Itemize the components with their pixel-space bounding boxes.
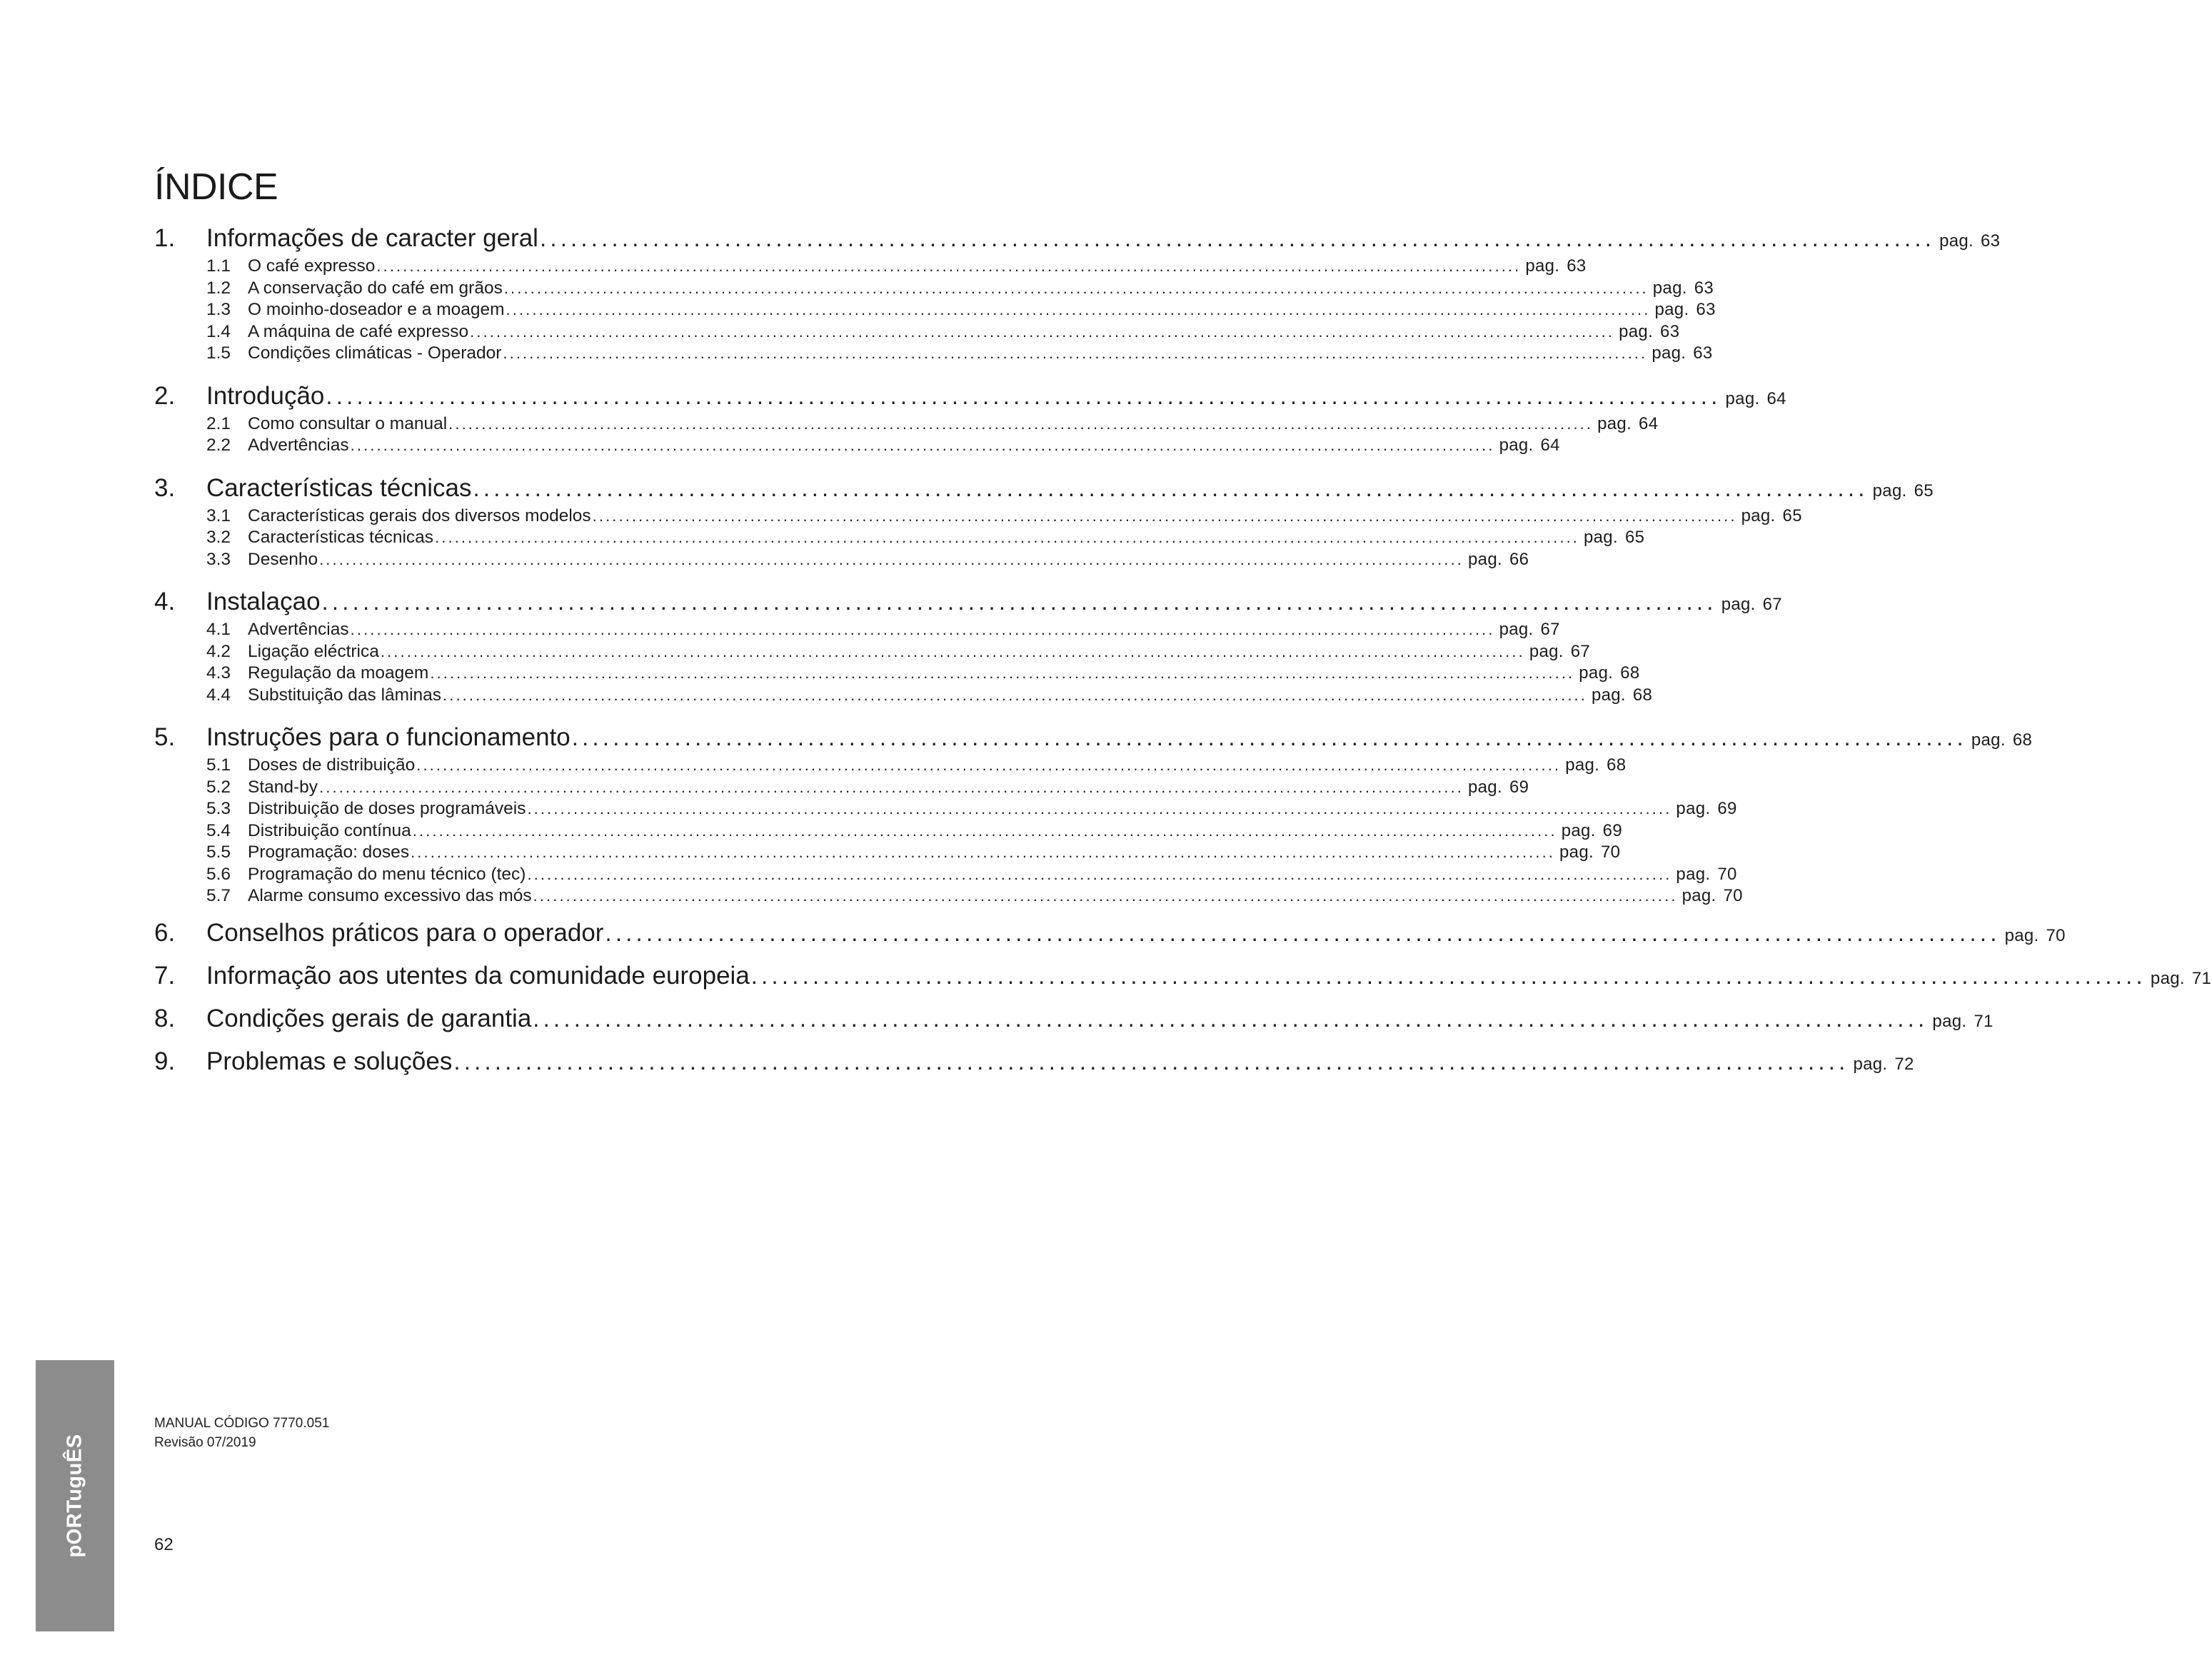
toc-subentry-page: pag. 68 <box>1591 685 1653 705</box>
toc-subentry-number: 5.3 <box>206 799 231 818</box>
toc-subentry-page: pag. 63 <box>1654 300 1716 319</box>
toc-subentry-page: pag. 63 <box>1652 278 1714 298</box>
toc-entry-number: 6. <box>154 918 176 947</box>
toc-subentry[interactable] <box>154 755 1627 777</box>
toc-entry-number: 2. <box>154 381 176 410</box>
toc-entry-label: Conselhos práticos para o operador <box>206 918 604 947</box>
dot-leader: .............................................................................................................................................................................. <box>319 778 1464 796</box>
toc-subentry-page: pag. 70 <box>1681 886 1743 905</box>
dot-leader: .............................................................................................................................................................................. <box>435 528 1580 546</box>
toc-subentry-page: pag. 64 <box>1499 436 1560 455</box>
page-number: 62 <box>154 1535 174 1554</box>
dot-leader: .............................................................................................................................................................................. <box>350 620 1495 638</box>
dot-leader: .............................................................................................................................................................................. <box>350 436 1495 454</box>
toc-subentry-page: pag. 70 <box>1559 842 1621 862</box>
toc-entry-number: 9. <box>154 1047 176 1075</box>
dot-leader: ........................................................................................................................................ <box>326 382 1721 409</box>
dot-leader: .............................................................................................................................................................................. <box>592 506 1737 525</box>
dot-leader: .............................................................................................................................................................................. <box>443 685 1587 704</box>
toc-subentry-number: 5.4 <box>206 820 231 840</box>
toc-subentry[interactable] <box>154 663 1640 685</box>
toc-entry-number: 4. <box>154 588 176 615</box>
table-of-contents <box>154 221 2212 1079</box>
toc-entry-label: Instruções para o funcionamento <box>206 723 570 751</box>
toc-section <box>154 221 2001 365</box>
toc-section <box>154 585 1782 706</box>
toc-section <box>154 720 2033 907</box>
dot-leader: .............................................................................................................................................................................. <box>527 800 1672 818</box>
toc-subentry-number: 5.6 <box>206 864 231 884</box>
dot-leader: .............................................................................................................................................................................. <box>412 821 1557 840</box>
toc-subentry-page: pag. 65 <box>1584 528 1645 547</box>
toc-subentry[interactable] <box>154 256 1587 278</box>
toc-section <box>154 379 1786 457</box>
dot-leader: .............................................................................................................................................................................. <box>503 344 1648 362</box>
dot-leader: .............................................................................................................................................................................. <box>533 887 1678 905</box>
toc-entry-label: Condições gerais de garantia <box>206 1004 532 1032</box>
toc-entry-label: Problemas e soluções <box>206 1047 453 1075</box>
dot-leader: .............................................................................................................................................................................. <box>319 550 1464 568</box>
toc-subentry[interactable] <box>154 798 1737 820</box>
toc-subentry-number: 3.1 <box>206 505 231 525</box>
toc-subentry-number: 5.1 <box>206 755 231 775</box>
toc-entry[interactable] <box>154 221 2001 256</box>
toc-subentry[interactable] <box>154 619 1560 641</box>
toc-entry-page: pag. 68 <box>1971 730 2033 750</box>
toc-subentry-number: 5.7 <box>206 886 231 905</box>
toc-subentry-page: pag. 68 <box>1565 755 1627 775</box>
toc-subentry-number: 4.4 <box>206 685 231 705</box>
toc-subentry-label: Programação do menu técnico (tec) <box>248 864 526 884</box>
dot-leader: ........................................................................................................................................ <box>571 724 1967 750</box>
toc-subentry-label: A conservação do café em grãos <box>248 278 503 298</box>
toc-entry-label: Características técnicas <box>206 473 472 502</box>
dot-leader: ........................................................................................................................................ <box>453 1047 1849 1075</box>
toc-subentry-label: A máquina de café expresso <box>248 321 469 341</box>
dot-leader: .............................................................................................................................................................................. <box>430 664 1575 682</box>
toc-entry-page: pag. 65 <box>1872 481 1934 501</box>
toc-subentry[interactable] <box>154 685 1653 707</box>
toc-entry[interactable] <box>154 1002 1994 1036</box>
toc-subentry-page: pag. 69 <box>1676 799 1737 818</box>
toc-subentry[interactable] <box>154 278 1714 300</box>
toc-subentry-label: Advertências <box>248 436 349 455</box>
toc-subentry-label: O café expresso <box>248 256 376 276</box>
revision: Revisão 07/2019 <box>154 1435 256 1450</box>
toc-subentry-number: 5.2 <box>206 777 231 797</box>
toc-entry[interactable] <box>154 379 1786 413</box>
toc-subentry[interactable] <box>154 299 1716 321</box>
toc-entry-page: pag. 63 <box>1939 231 2001 251</box>
dot-leader: .............................................................................................................................................................................. <box>376 257 1522 275</box>
toc-entry-number: 7. <box>154 961 176 990</box>
dot-leader: .............................................................................................................................................................................. <box>506 301 1651 318</box>
dot-leader: ........................................................................................................................................ <box>473 474 1869 501</box>
toc-entry[interactable] <box>154 585 1782 619</box>
toc-section <box>154 471 1934 571</box>
toc-entry[interactable] <box>154 471 1934 505</box>
toc-entry-number: 1. <box>154 224 176 252</box>
dot-leader: ........................................................................................................................................ <box>533 1005 1929 1032</box>
toc-subentry-label: Stand-by <box>248 777 318 797</box>
toc-subentry-page: pag. 68 <box>1579 663 1640 683</box>
toc-subentry-page: pag. 69 <box>1468 777 1529 797</box>
toc-entry[interactable] <box>154 720 2033 755</box>
toc-subentry-number: 2.2 <box>206 436 231 455</box>
toc-subentry-number: 1.1 <box>206 256 231 276</box>
toc-subentry[interactable] <box>154 842 1621 864</box>
toc-subentry-label: Desenho <box>248 549 318 569</box>
toc-entry-page: pag. 67 <box>1721 595 1782 614</box>
toc-subentry-label: Distribuição contínua <box>248 820 411 840</box>
dot-leader: .............................................................................................................................................................................. <box>411 843 1556 861</box>
toc-subentry-number: 1.5 <box>206 343 231 363</box>
toc-subentry-page: pag. 67 <box>1529 641 1591 661</box>
toc-entry[interactable] <box>154 959 2212 993</box>
toc-subentry-label: Alarme consumo excessivo das mós <box>248 886 532 905</box>
toc-subentry-page: pag. 66 <box>1468 549 1529 569</box>
toc-entry[interactable] <box>154 1045 1914 1079</box>
sidebar-language-label: pORTuguÊS <box>63 1434 86 1558</box>
toc-subentry[interactable] <box>154 435 1560 457</box>
toc-subentry-page: pag. 63 <box>1619 321 1680 341</box>
toc-subentry-label: Doses de distribuição <box>248 755 416 775</box>
toc-subentry-label: O moinho-doseador e a moagem <box>248 300 505 319</box>
toc-subentry[interactable] <box>154 885 1743 907</box>
toc-subentry-page: pag. 63 <box>1525 256 1587 276</box>
toc-subentry-page: pag. 65 <box>1741 505 1802 525</box>
toc-entry[interactable] <box>154 916 2066 950</box>
toc-subentry-page: pag. 67 <box>1499 620 1560 639</box>
manual-code: MANUAL CÓDIGO 7770.051 <box>154 1416 330 1431</box>
toc-subentry-number: 3.3 <box>206 549 231 569</box>
toc-subentry-number: 1.4 <box>206 321 231 341</box>
toc-subentry-page: pag. 70 <box>1676 864 1737 884</box>
toc-subentry-number: 2.1 <box>206 413 231 433</box>
language-sidebar-tab <box>36 1360 114 1631</box>
toc-subentry[interactable] <box>154 864 1737 886</box>
toc-subentry-label: Regulação da moagem <box>248 663 429 683</box>
toc-subentry-label: Advertências <box>248 620 349 639</box>
toc-subentry[interactable] <box>154 820 1622 842</box>
dot-leader: .............................................................................................................................................................................. <box>503 278 1649 297</box>
toc-entry-page: pag. 71 <box>1932 1011 1994 1031</box>
toc-subentry-label: Características gerais dos diversos modelos <box>248 505 591 525</box>
toc-subentry-label: Ligação eléctrica <box>248 641 379 661</box>
toc-subentry[interactable] <box>154 343 1713 365</box>
toc-subentry-label: Características técnicas <box>248 528 434 547</box>
toc-entry-label: Instalaçao <box>206 588 321 615</box>
toc-entry-label: Informação aos utentes da comunidade europeia <box>206 961 750 990</box>
toc-subentry-number: 4.2 <box>206 641 231 661</box>
toc-subentry-page: pag. 69 <box>1561 820 1622 840</box>
dot-leader: ........................................................................................................................................ <box>605 919 2001 946</box>
toc-subentry-number: 3.2 <box>206 528 231 547</box>
toc-entry-number: 5. <box>154 723 176 751</box>
toc-subentry[interactable] <box>154 777 1529 799</box>
toc-subentry-page: pag. 63 <box>1652 343 1713 363</box>
toc-subentry[interactable] <box>154 527 1645 549</box>
toc-subentry-number: 1.2 <box>206 278 231 298</box>
toc-entry-label: Informações de caracter geral <box>206 224 538 252</box>
toc-entry-page: pag. 72 <box>1853 1054 1914 1074</box>
toc-subentry-label: Como consultar o manual <box>248 413 448 433</box>
dot-leader: .............................................................................................................................................................................. <box>470 322 1615 341</box>
toc-subentry[interactable] <box>154 641 1591 663</box>
toc-entry-page: pag. 70 <box>2004 925 2066 945</box>
toc-entry-number: 3. <box>154 473 176 502</box>
toc-entry-page: pag. 71 <box>2150 968 2212 988</box>
toc-subentry-label: Programação: doses <box>248 842 410 862</box>
toc-subentry-number: 4.3 <box>206 663 231 683</box>
toc-entry-label: Introdução <box>206 381 325 410</box>
dot-leader: .............................................................................................................................................................................. <box>448 414 1594 433</box>
toc-subentry-page: pag. 64 <box>1597 413 1659 433</box>
dot-leader: ........................................................................................................................................ <box>321 588 1717 615</box>
toc-subentry-number: 4.1 <box>206 620 231 639</box>
toc-subentry-number: 5.5 <box>206 842 231 862</box>
toc-subentry[interactable] <box>154 413 1659 436</box>
toc-subentry[interactable] <box>154 549 1529 571</box>
toc-entry-number: 8. <box>154 1004 176 1032</box>
toc-subentry-label: Distribuição de doses programáveis <box>248 799 526 818</box>
toc-subentry-label: Substituição das lâminas <box>248 685 442 705</box>
toc-subentry-label: Condições climáticas - Operador <box>248 343 502 363</box>
toc-subentry[interactable] <box>154 505 1802 528</box>
toc-entry-page: pag. 64 <box>1725 388 1786 408</box>
footer <box>154 1414 329 1452</box>
page-title: ÍNDICE <box>154 166 278 208</box>
dot-leader: .............................................................................................................................................................................. <box>380 642 1525 660</box>
toc-subentry-number: 1.3 <box>206 300 231 319</box>
toc-subentry[interactable] <box>154 321 1680 343</box>
dot-leader: ........................................................................................................................................ <box>539 225 1936 251</box>
dot-leader: .............................................................................................................................................................................. <box>527 865 1672 883</box>
dot-leader: ........................................................................................................................................ <box>750 962 2146 989</box>
dot-leader: .............................................................................................................................................................................. <box>416 756 1562 774</box>
